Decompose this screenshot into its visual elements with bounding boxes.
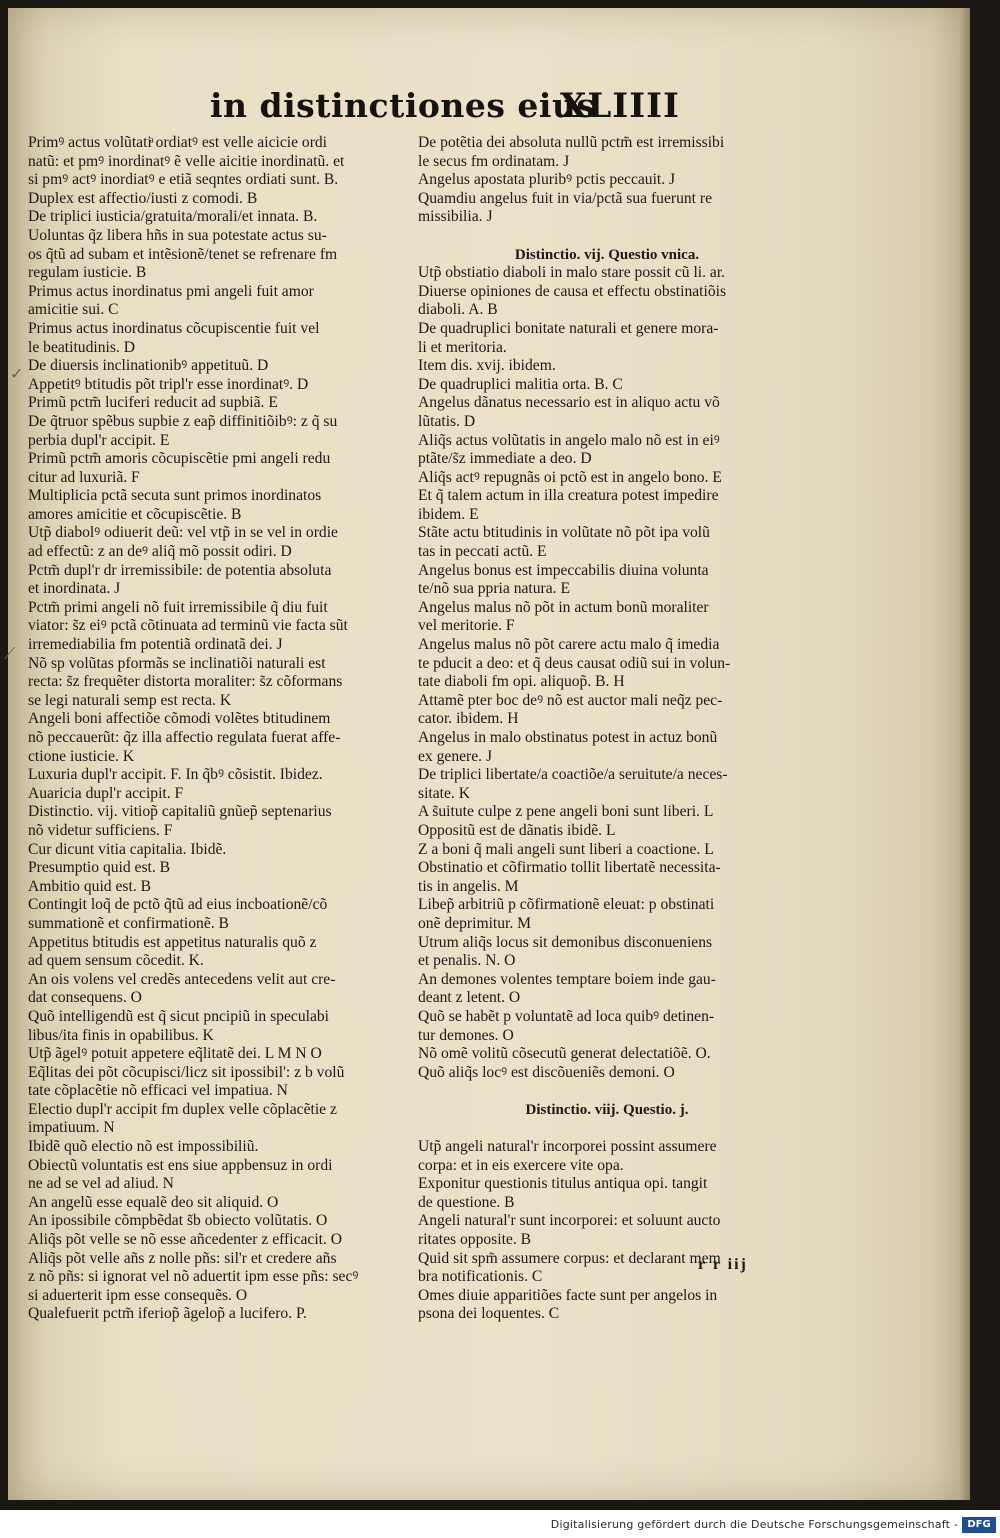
text-line: perbia dupl'r accipit. E xyxy=(28,431,170,449)
text-line: Item dis. xvij. ibidem. xyxy=(418,357,556,375)
text-line: An ipossibile cõmpbẽdat s̃b obiecto volũtatis. O xyxy=(28,1212,328,1230)
text-line: corpa: et in eis exercere vite opa. xyxy=(418,1156,624,1174)
text-line: Primꝰ actus volũtatiͣ ordiatꝰ est velle aicicie ordi xyxy=(28,134,328,151)
text-line: tis in angelis. M xyxy=(418,877,519,895)
text-line: z nõ pñs: si ignorat vel nõ aduertit ipm esse pñs: secꝰ xyxy=(28,1268,359,1286)
text-line: ad quem sensum cõcedit. K. xyxy=(28,952,204,970)
text-line: onẽ deprimitur. M xyxy=(418,914,532,932)
section-heading: Distinctio. viij. Questio. j. xyxy=(525,1101,689,1118)
text-line: Obstinatio et cõfirmatio tollit libertatẽ necessita- xyxy=(418,859,721,877)
text-line: Distinctio. vij. vitiop̃ capitaliũ gnũep̃ septenarius xyxy=(28,803,332,821)
text-line: psona dei loquentes. C xyxy=(418,1305,560,1323)
footer-bar xyxy=(0,1514,1000,1538)
text-line: An ois volens vel credẽs antecedens velit aut cre- xyxy=(28,970,336,988)
text-line: vel meritorie. F xyxy=(418,617,515,635)
text-line: Utp̃ angeli natural'r incorporei possint assumere xyxy=(418,1138,717,1156)
text-line: Libep̃ arbitriũ p cõfirmationẽ eleuat: p obstinati xyxy=(418,896,715,914)
text-line: Obiectũ voluntatis est ens siue appbensuz in ordi xyxy=(28,1156,333,1174)
page-edge xyxy=(960,8,970,1500)
text-line: et inordinata. J xyxy=(28,580,121,598)
dfg-logo-icon: DFG xyxy=(962,1517,996,1533)
text-line: Utp̃ obstiatio diaboli in malo stare possit cũ li. ar. xyxy=(418,264,726,282)
running-title: in distinctiones eius xyxy=(210,86,596,125)
text-line: ctione iusticie. K xyxy=(28,747,135,765)
text-line: De q̃truor spẽbus supbie z eap̃ diffinitiõibꝰ: z q̃ su xyxy=(28,412,338,430)
text-line: diaboli. A. B xyxy=(418,301,498,319)
text-line: Appetitus btitudis est appetitus naturalis quõ z xyxy=(28,933,317,951)
text-line: Ambitio quid est. B xyxy=(28,877,152,895)
text-line: Qualefuerit pctm̃ iferiop̃ ãgelop̃ a lucifero. P. xyxy=(28,1305,307,1323)
text-line: citur ad luxuriã. F xyxy=(28,468,140,486)
text-line: Duplex est affectio/iusti z comodi. B xyxy=(28,189,258,207)
text-line: Uoluntas q̃z libera hñs in sua potestate actus su- xyxy=(28,226,327,244)
text-line: nõ peccauerũt: q̃z illa affectio regulata fuerat affe- xyxy=(28,729,341,746)
margin-mark-icon: ⟋ xyxy=(4,644,16,663)
text-line: Angeli natural'r sunt incorporei: et soluunt aucto xyxy=(418,1212,721,1230)
text-line: Exponitur questionis titulus antiqua opi. tangit xyxy=(418,1175,708,1193)
text-line: si aduerterit ipm esse consequẽs. O xyxy=(28,1286,248,1304)
text-line: amicitie sui. C xyxy=(28,301,119,319)
text-line: te pducit a deo: et q̃ deus causat odiũ sui in volun- xyxy=(418,654,731,672)
text-line: Primus actus inordinatus cõcupiscentie fuit vel xyxy=(28,319,320,337)
text-line: Eq̃litas dei põt cõcupisci/licz sit ipossibil': z b volũ xyxy=(28,1063,345,1081)
text-line: ex genere. J xyxy=(418,747,493,765)
text-line: libus/ita finis in opabilibus. K xyxy=(28,1026,214,1044)
blank-line xyxy=(418,1082,796,1101)
text-line: Utrum aliq̃s locus sit demonibus disconueniens xyxy=(418,933,713,951)
text-line: Stãte actu btitudinis in volũtate nõ põt ipa volũ xyxy=(418,524,710,542)
text-line: regulam iusticie. B xyxy=(28,264,147,282)
text-line: ibidem. E xyxy=(418,505,479,523)
text-line: Presumptio quid est. B xyxy=(28,859,171,877)
text-line: Quõ se habẽt p voluntatẽ ad loca quibꝰ detinen- xyxy=(418,1007,715,1025)
text-line: Diuerse opiniones de causa et effectu obstinatiõis xyxy=(418,282,727,300)
text-line: tate cõplacẽtie nõ efficaci vel impatiua. N xyxy=(28,1082,288,1100)
text-line: Angeli boni affectiõe cõmodi volẽtes btitudinem xyxy=(28,710,331,728)
text-line: viator: s̃z eiꝰ pctã cõtinuata ad terminũ vie facta sũt xyxy=(28,617,348,635)
text-line: de questione. B xyxy=(418,1193,515,1211)
text-line: Nõ omẽ volitũ cõsecutũ generat delectatiõẽ. O. xyxy=(418,1045,711,1063)
blank-line xyxy=(418,1119,796,1138)
text-line: De diuersis inclinationibꝰ appetituũ. D xyxy=(28,357,269,375)
text-line: tur demones. O xyxy=(418,1026,514,1044)
text-line: Multiplicia pctã secuta sunt primos inordinatos xyxy=(28,487,322,505)
text-line: Cur dicunt vitia capitalia. Ibidẽ. xyxy=(28,840,227,858)
text-line: Oppositũ est de dãnatis ibidẽ. L xyxy=(418,821,616,839)
text-line: Contingit loq̃ de pctõ q̃tũ ad eius incboationẽ/cõ xyxy=(28,896,328,914)
text-line: Primũ pctm̃ amoris cõcupiscẽtie pmi angeli redu xyxy=(28,450,331,468)
text-line: cator. ibidem. H xyxy=(418,710,519,728)
text-line: Pctm̃ dupl'r dr irremissibile: de potentia absoluta xyxy=(28,561,332,579)
text-line: natũ: et pmꝰ inordinatꝰ ẽ velle aicitie inordinatũ. et xyxy=(28,152,345,170)
text-line: impatiuum. N xyxy=(28,1119,115,1137)
text-line: De quadruplici bonitate naturali et genere mora- xyxy=(418,319,719,337)
text-line: te/nõ sua ppria natura. E xyxy=(418,580,570,598)
text-line: li et meritoria. xyxy=(418,338,507,356)
text-line: Ibidẽ quõ electio nõ est impossibiliũ. xyxy=(28,1138,259,1156)
left-column xyxy=(28,134,408,1324)
text-line: et penalis. N. O xyxy=(418,952,516,970)
folio-number: XLIIII xyxy=(560,86,680,126)
text-line: Angelus malus nõ põt in actum bonũ moraliter xyxy=(418,598,709,616)
text-line: os q̃tũ ad subam et intẽsionẽ/tenet se refrenare fm xyxy=(28,245,338,263)
text-line: De quadruplici malitia orta. B. C xyxy=(418,375,623,393)
text-line: Primũ pctm̃ luciferi reducit ad supbiã. E xyxy=(28,394,278,412)
text-line: summationẽ et confirmationẽ. B xyxy=(28,914,229,932)
text-line: tas in peccati actũ. E xyxy=(418,543,547,561)
text-line: Aliq̃s actꝰ repugnãs oi pctõ est in angelo bono. E xyxy=(418,468,722,486)
text-line: Angelus dãnatus necessario est in aliquo actu võ xyxy=(418,394,720,412)
text-line: Omes diuie apparitiões facte sunt per angelos in xyxy=(418,1286,718,1304)
text-line: le beatitudinis. D xyxy=(28,338,135,356)
text-line: De triplici iusticia/gratuita/morali/et innata. B. xyxy=(28,208,318,226)
margin-mark-icon: ✓ xyxy=(10,364,24,383)
section-heading: Distinctio. vij. Questio vnica. xyxy=(514,246,700,263)
text-line: Et q̃ talem actum in illa creatura potest impedire xyxy=(418,487,719,505)
text-line: A s̃uitute culpe z pene angeli boni sunt liberi. L xyxy=(418,803,714,821)
text-line: Angelus bonus est impeccabilis diuina volunta xyxy=(418,561,709,579)
text-line: Z a boni q̃ mali angeli sunt liberi a coactione. L xyxy=(418,840,714,858)
text-line: An demones volentes temptare boiem inde gau- xyxy=(418,970,716,988)
text-line: ritates opposite. B xyxy=(418,1231,532,1249)
text-line: missibilia. J xyxy=(418,208,493,226)
text-line: lũtatis. D xyxy=(418,412,476,430)
text-line: bra notificationis. C xyxy=(418,1268,543,1286)
text-line: Aliq̃s põt velle se nõ esse añcedenter z efficacit. O xyxy=(28,1231,343,1249)
text-line: Aliq̃s actus volũtatis in angelo malo nõ est in eiꝰ xyxy=(418,431,720,449)
text-line: dat consequens. O xyxy=(28,989,142,1007)
text-line: tate diaboli fm opi. aliquop̃. B. H xyxy=(418,673,625,691)
text-line: Utp̃ ãgelꝰ potuit appetere eq̃litatẽ dei. L M N O xyxy=(28,1045,322,1063)
text-line: Luxuria dupl'r accipit. F. In q̃bꝰ cõsistit. Ibidez. xyxy=(28,766,323,784)
text-line: An angelũ esse equalẽ deo sit aliquid. O xyxy=(28,1193,279,1211)
text-line: Quõ intelligendũ est q̃ sicut pncipiũ in speculabi xyxy=(28,1007,329,1025)
text-line: sitate. K xyxy=(418,784,470,802)
text-line: ad effectũ: z an deꝰ aliq̃ mõ possit odiri. D xyxy=(28,543,292,561)
footer-text: Digitalisierung gefördert durch die Deutsche Forschungsgemeinschaft - xyxy=(550,1518,958,1531)
text-line: Angelus in malo obstinatus potest in actuz bonũ xyxy=(418,729,718,746)
text-line: nõ videtur sufficiens. F xyxy=(28,821,173,839)
text-line: Utp̃ diabolꝰ odiuerit deũ: vel vtp̃ in se vel in ordie xyxy=(28,524,338,542)
text-line: se legi naturali semp est recta. K xyxy=(28,691,232,709)
text-line: Quamdiu angelus fuit in via/pctã sua fuerunt re xyxy=(418,189,713,207)
text-line: irremediabilia fm potentiã ordinatã dei. J xyxy=(28,636,283,654)
text-line: ne ad se vel ad aliud. N xyxy=(28,1175,174,1193)
text-line: Primus actus inordinatus pmi angeli fuit amor xyxy=(28,282,314,300)
text-line: le secus fm ordinatam. J xyxy=(418,152,570,170)
text-line: Angelus apostata pluribꝰ pctis peccauit. J xyxy=(418,171,676,189)
blank-line xyxy=(418,227,796,246)
text-line: Auaricia dupl'r accipit. F xyxy=(28,784,184,802)
text-line: Appetitꝰ btitudis põt tripl'r esse inordinatꝰ. D xyxy=(28,375,309,393)
text-line: Aliq̃s põt velle añs z nolle pñs: sil'r et credere añs xyxy=(28,1249,337,1267)
text-line: Quõ aliq̃s locꝰ est discõueniẽs demoni. O xyxy=(418,1063,675,1081)
signature-mark: r r iij xyxy=(698,1256,748,1273)
text-line: amores amicitie et cõcupiscẽtie. B xyxy=(28,505,242,523)
text-line: Attamẽ pter boc deꝰ nõ est auctor mali neq̃z pec- xyxy=(418,691,723,709)
text-line: Nõ sp volũtas pformãs se inclinatiõi naturali est xyxy=(28,654,326,672)
text-line: De potẽtia dei absoluta nullũ pctm̃ est irremissibi xyxy=(418,134,725,151)
text-line: Pctm̃ primi angeli nõ fuit irremissibile q̃ diu fuit xyxy=(28,598,328,616)
text-line: si pmꝰ actꝰ inordiatꝰ e etiã seqntes ordiati sunt. B. xyxy=(28,171,339,189)
text-line: recta: s̃z frequẽter distorta moraliter: s̃z cõformans xyxy=(28,673,343,691)
text-line: deant z letent. O xyxy=(418,989,521,1007)
text-line: De triplici libertate/a coactiõe/a seruitute/a neces- xyxy=(418,766,728,784)
text-line: ptãte/s̃z immediate a deo. D xyxy=(418,450,592,468)
text-line: Electio dupl'r accipit fm duplex velle cõplacẽtie z xyxy=(28,1100,337,1118)
text-line: Quid sit spm̃ assumere corpus: et declarant mem xyxy=(418,1249,721,1267)
text-line: Angelus malus nõ põt carere actu malo q̃ imedia xyxy=(418,636,720,654)
right-column xyxy=(418,134,796,1324)
